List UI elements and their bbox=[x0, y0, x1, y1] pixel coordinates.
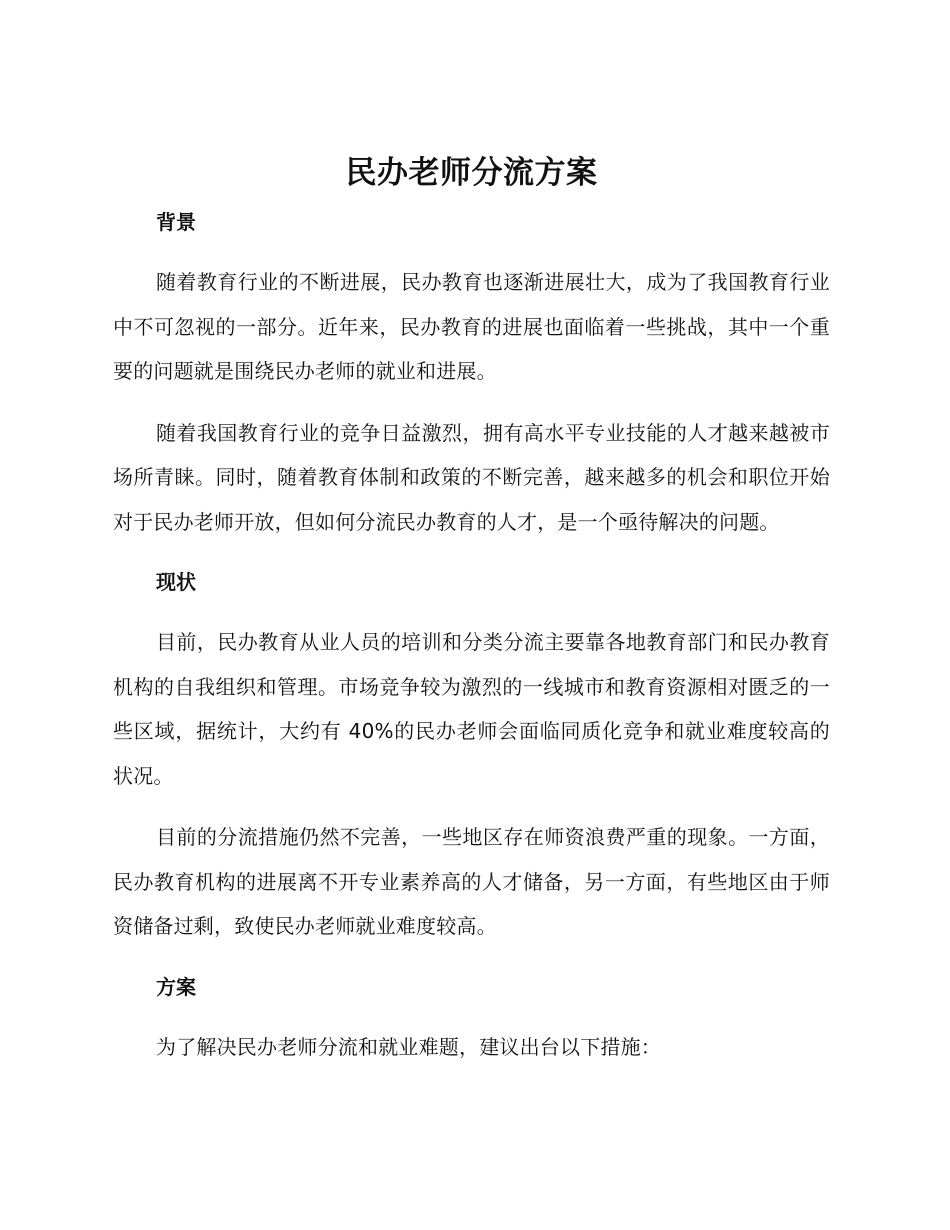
document-title: 民办老师分流方案 bbox=[345, 155, 598, 191]
paragraph: 为了解决民办老师分流和就业难题，建议出台以下措施： bbox=[156, 1034, 661, 1059]
section-heading: 背景 bbox=[156, 210, 196, 234]
paragraph: 目前的分流措施仍然不完善，一些地区存在师资浪费严重的现象。一方面，民办教育机构的进展离不开专业素养高的人才储备，另一方面，有些地区由于师资储备过剩，致使民办老师就业难度较高。 bbox=[113, 825, 830, 938]
section-heading: 方案 bbox=[156, 974, 196, 999]
document-page bbox=[113, 148, 830, 1069]
paragraph: 随着教育行业的不断进展，民办教育也逐渐进展壮大，成为了我国教育行业中不可忽视的一部分。近年来，民办教育的进展也面临着一些挑战，其中一个重要的问题就是围绕民办老师的就业和进展。 bbox=[113, 270, 830, 383]
section-status bbox=[113, 560, 830, 949]
paragraph: 随着我国教育行业的竞争日益激烈，拥有高水平专业技能的人才越来越被市场所青睐。同时，随着教育体制和政策的不断完善，越来越多的机会和职位开始对于民办老师开放，但如何分流民办教育的人才，是一个亟待解决的问题。 bbox=[113, 420, 830, 534]
section-background bbox=[113, 200, 830, 544]
section-plan bbox=[113, 965, 830, 1070]
paragraph: 目前，民办教育从业人员的培训和分类分流主要靠各地教育部门和民办教育机构的自我组织和管理。市场竞争较为激烈的一线城市和教育资源相对匮乏的一些区域，据统计，大约有 40%的民办老师会面临同质化竞争和就业难度较高的状况。 bbox=[113, 630, 830, 788]
section-heading: 现状 bbox=[156, 570, 196, 594]
